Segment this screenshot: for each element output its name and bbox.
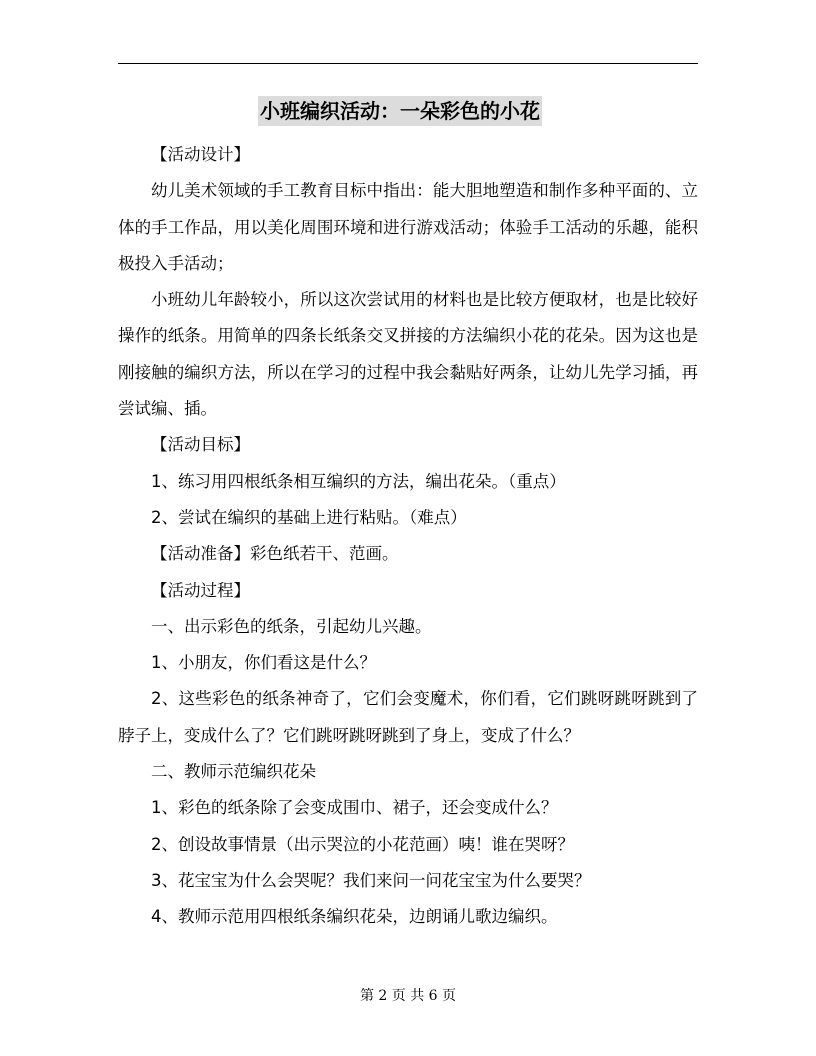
document-body [118,137,698,936]
section-heading-design: 【活动设计】 [151,145,250,164]
list-item: 1、练习用四根纸条相互编织的方法，编出花朵。（重点） [151,471,566,491]
body-paragraph: 幼儿美术领域的手工教育目标中指出：能大胆地塑造和制作多种平面的、立体的手工作品，用以美化周围环境和进行游戏活动；体验手工活动的乐趣，能积极投入手活动； [118,181,698,273]
list-item: 4、教师示范用四根纸条编织花朵，边朗诵儿歌边编织。 [151,907,558,927]
header-rule [118,63,698,64]
list-item: 1、彩色的纸条除了会变成围巾、裙子，还会变成什么？ [151,798,558,818]
list-item: 一、出示彩色的纸条，引起幼儿兴趣。 [151,616,432,636]
page-footer: 第 2 页 共 6 页 [359,988,457,1004]
list-item: 2、尝试在编织的基础上进行粘贴。（难点） [151,507,467,527]
list-item: 1、小朋友，你们看这是什么？ [151,653,376,673]
list-item: 2、创设故事情景（出示哭泣的小花范画）咦！谁在哭呀？ [151,834,574,854]
list-item: 2、这些彩色的纸条神奇了，它们会变魔术，你们看，它们跳呀跳呀跳到了脖子上，变成什么了？它们跳呀跳呀跳到了身上，变成了什么？ [118,689,698,745]
section-heading-preparation: 【活动准备】彩色纸若干、范画。 [151,544,399,564]
list-item: 3、花宝宝为什么会哭呢？我们来问一问花宝宝为什么要哭？ [151,870,591,890]
section-heading-process: 【活动过程】 [151,580,250,600]
list-item: 二、教师示范编织花朵 [151,762,316,782]
section-heading-goals: 【活动目标】 [151,435,250,455]
body-paragraph: 小班幼儿年龄较小，所以这次尝试用的材料也是比较方便取材，也是比较好操作的纸条。用简单的四条长纸条交叉拼接的方法编织小花的花朵。因为这也是刚接触的编织方法，所以在学习的过程中我会黏贴好两条，让幼儿先学习插，再尝试编、插。 [118,290,698,419]
document-title: 小班编织活动：一朵彩色的小花 [258,96,542,126]
